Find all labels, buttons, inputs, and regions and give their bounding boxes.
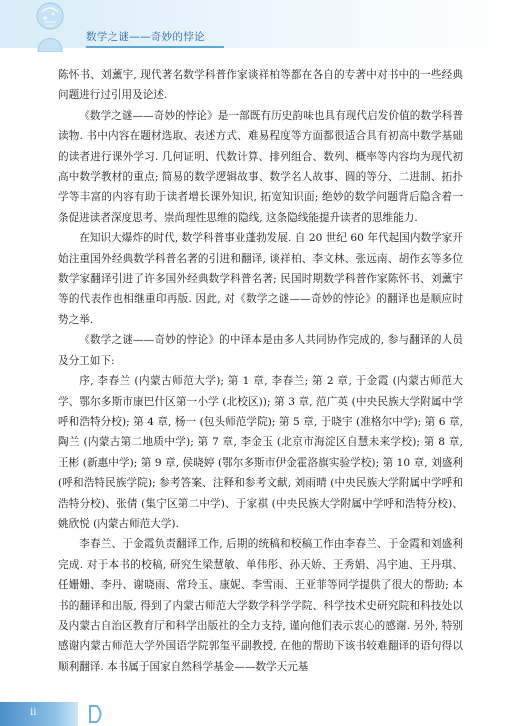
page-number: ii [30,707,37,718]
paragraph-3: 在知识大爆炸的时代, 数学科普事业蓬勃发展. 自 20 世纪 60 年代起国内数学家开始注重国外经典数学科普名著的引进和翻译, 谈祥柏、李文林、张远南、胡作玄等多位数学家翻译引进了许多国外经典数学科普名著; 民国时期数学科普作家陈怀书、刘薰宇等的代表作也相继重印再版. 因此, 对《数学之谜——奇妙的悖论》的翻译也是顺应时势之举. [58,232,463,326]
running-header [86,26,205,46]
paragraph-2: 《数学之谜——奇妙的悖论》是一部既有历史韵味也具有现代启发价值的数学科普读物. 书中内容在题材选取、表述方式、难易程度等方面都很适合具有初高中数学基础的读者进行课外学习. 几何证明、代数计算、排列组合、数列、概率等内容均为现代初高中数学教材的重点; 简易的数学逻辑故事、数学名人故事、圆的等分、二进制、拓扑学等丰富的内容有助于读者增长课外知识, 拓宽知识面; 绝妙的数学问题背后隐含着一条促进读者深度思考、崇尚理性思维的隐线, 这条隐线能提升读者的思维能力. [58,109,463,224]
page-footer [0,702,520,726]
footer-ornament-icon [86,704,106,724]
paragraph-6: 李春兰、于金霞负责翻译工作, 后期的统稿和校稿工作由李春兰、于金霞和刘盛利完成. 对于本书的校稿, 研究生梁慧敏、单伟彤、孙天娇、王秀娟、冯宇迪、王丹琪、任姗姗、李丹、谢晓雨、常玲玉、康妮、李雪雨、王亚菲等同学提供了很大的帮助; 本书的翻译和出版, 得到了内蒙古师范大学数学科学学院、科学技术史研究院和科技处以及内蒙古自治区教育厅和科学出版社的全力支持, 谨向他们表示衷心的感谢. 另外, 特别感谢内蒙古师范大学外国语学院郭玺平副教授, 在他的帮助下该书较难翻译的语句得以顺利翻译. 本书属于国家自然科学基金——数学天元基 [58,538,463,673]
header-rule [86,46,224,48]
paragraph-5: 序, 李春兰 (内蒙古师范大学); 第 1 章, 李春兰; 第 2 章, 于金霞 (内蒙古师范大学、鄂尔多斯市康巴什区第一小学 (北校区)); 第 3 章, 范广英 (中央民族大学附属中学呼和浩特分校); 第 4 章, 杨一 (包头师范学院); 第 5 章, 于晓宇 (准格尔中学); 第 6 章, 陶兰 (内蒙古第二地质中学); 第 7 章, 李金玉 (北京市海淀区自慧未来学校); 第 8 章, 王彬 (新惠中学); 第 9 章, 侯晓婷 (鄂尔多斯市伊金霍洛旗实验学校); 第 10 章, 刘盛利 (呼和浩特民族学院); 参考答案、注释和参考文献, 刘雨晴 (中央民族大学附属中学呼和浩特分校)、张倩 (集宁区第二中学)、于家祺 (中央民族大学附属中学呼和浩特分校)、姚欣悦 (内蒙古师范大学). [58,375,463,530]
header-band [0,0,520,48]
paragraph-1: 陈怀书、刘薰宇, 现代著名数学科普作家谈祥柏等都在各自的专著中对书中的一些经典问题进行过引用及论述. [58,69,463,102]
footer-band [0,702,78,726]
page-body [58,65,463,677]
thinker-head-icon [28,0,72,52]
paragraph-4: 《数学之谜——奇妙的悖论》的中译本是由多人共同协作完成的, 参与翻译的人员及分工如下: [58,334,463,367]
running-header-title: 数学之谜——奇妙的悖论 [86,30,205,43]
